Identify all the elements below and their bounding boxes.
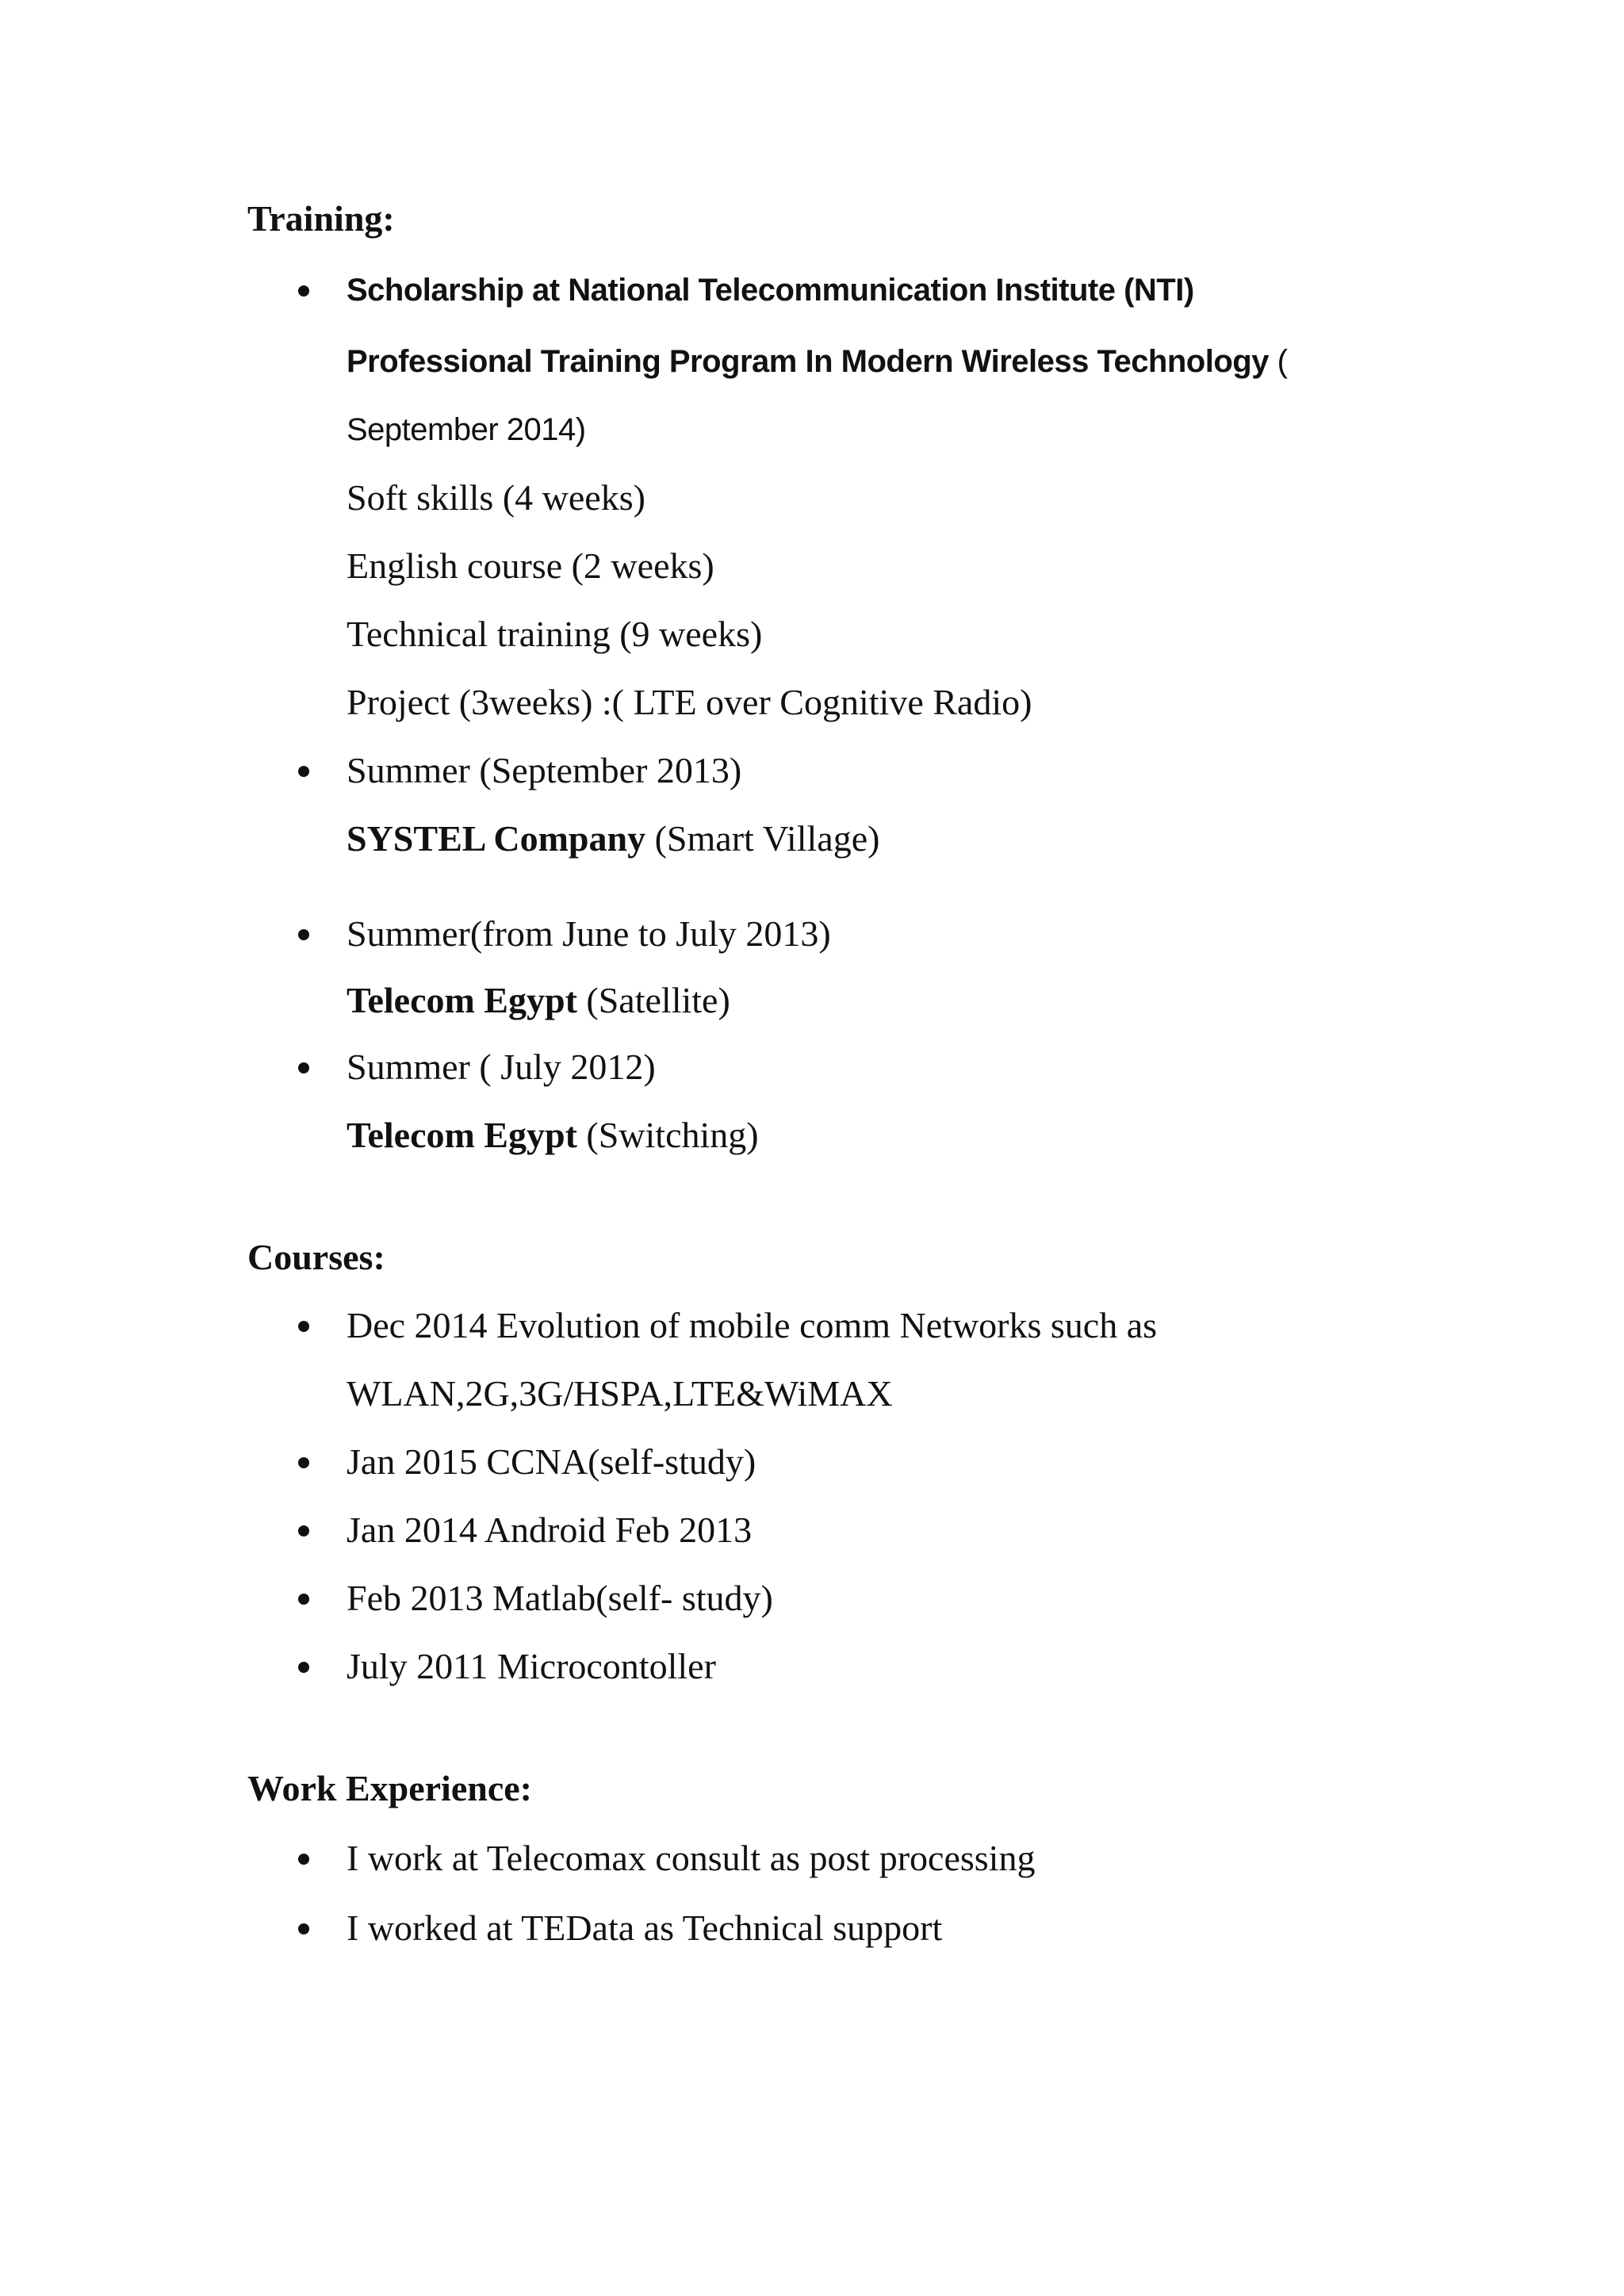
courses-heading: Courses: — [247, 1237, 385, 1277]
course-item: Feb 2013 Matlab(self- study) — [347, 1578, 773, 1618]
course-item: Dec 2014 Evolution of mobile comm Networks such as — [347, 1305, 1158, 1345]
nti-program-suffix: ( — [1268, 344, 1288, 379]
te-satellite-detail: (Satellite) — [576, 980, 730, 1020]
nti-item: Project (3weeks) :( LTE over Cognitive Radio) — [347, 682, 1032, 722]
nti-date: September 2014) — [347, 412, 586, 447]
bullet-icon — [298, 929, 309, 940]
work-experience-heading: Work Experience: — [247, 1768, 532, 1808]
nti-item: English course (2 weeks) — [347, 545, 714, 586]
bullet-icon — [298, 1321, 309, 1332]
bullet-icon — [298, 1062, 309, 1073]
systel-detail: (Smart Village) — [645, 818, 880, 859]
te-switching-line — [347, 1113, 759, 1158]
work-item: I worked at TEData as Technical support — [347, 1908, 943, 1948]
systel-company: SYSTEL Company — [347, 818, 646, 859]
bullet-icon — [298, 1854, 309, 1865]
te-satellite-line — [347, 978, 730, 1023]
bullet-icon — [298, 1594, 309, 1605]
te-satellite-company: Telecom Egypt — [347, 980, 577, 1020]
training-heading: Training: — [247, 198, 395, 239]
nti-program-line — [347, 338, 1287, 384]
te-satellite-period: Summer(from June to July 2013) — [347, 913, 831, 954]
systel-period: Summer (September 2013) — [347, 750, 742, 790]
nti-scholarship-title: Scholarship at National Telecommunication Institute (NTI) — [347, 273, 1194, 308]
work-item: I work at Telecomax consult as post processing — [347, 1838, 1036, 1878]
nti-item: Soft skills (4 weeks) — [347, 477, 645, 518]
nti-item: Technical training (9 weeks) — [347, 614, 763, 654]
course-item: Jan 2015 CCNA(self-study) — [347, 1441, 756, 1482]
course-item: Jan 2014 Android Feb 2013 — [347, 1510, 753, 1550]
nti-program-name: Professional Training Program In Modern Wireless Technology — [347, 344, 1269, 379]
bullet-icon — [298, 1457, 309, 1468]
bullet-icon — [298, 1525, 309, 1536]
bullet-icon — [298, 766, 309, 777]
bullet-icon — [298, 1662, 309, 1673]
systel-line — [347, 817, 879, 861]
te-switching-period: Summer ( July 2012) — [347, 1047, 656, 1087]
te-switching-company: Telecom Egypt — [347, 1115, 577, 1155]
bullet-icon — [298, 1923, 309, 1934]
course-item-continuation: WLAN,2G,3G/HSPA,LTE&WiMAX — [347, 1373, 893, 1414]
course-item: July 2011 Microcontoller — [347, 1646, 716, 1686]
bullet-icon — [298, 285, 309, 297]
te-switching-detail: (Switching) — [576, 1115, 759, 1155]
